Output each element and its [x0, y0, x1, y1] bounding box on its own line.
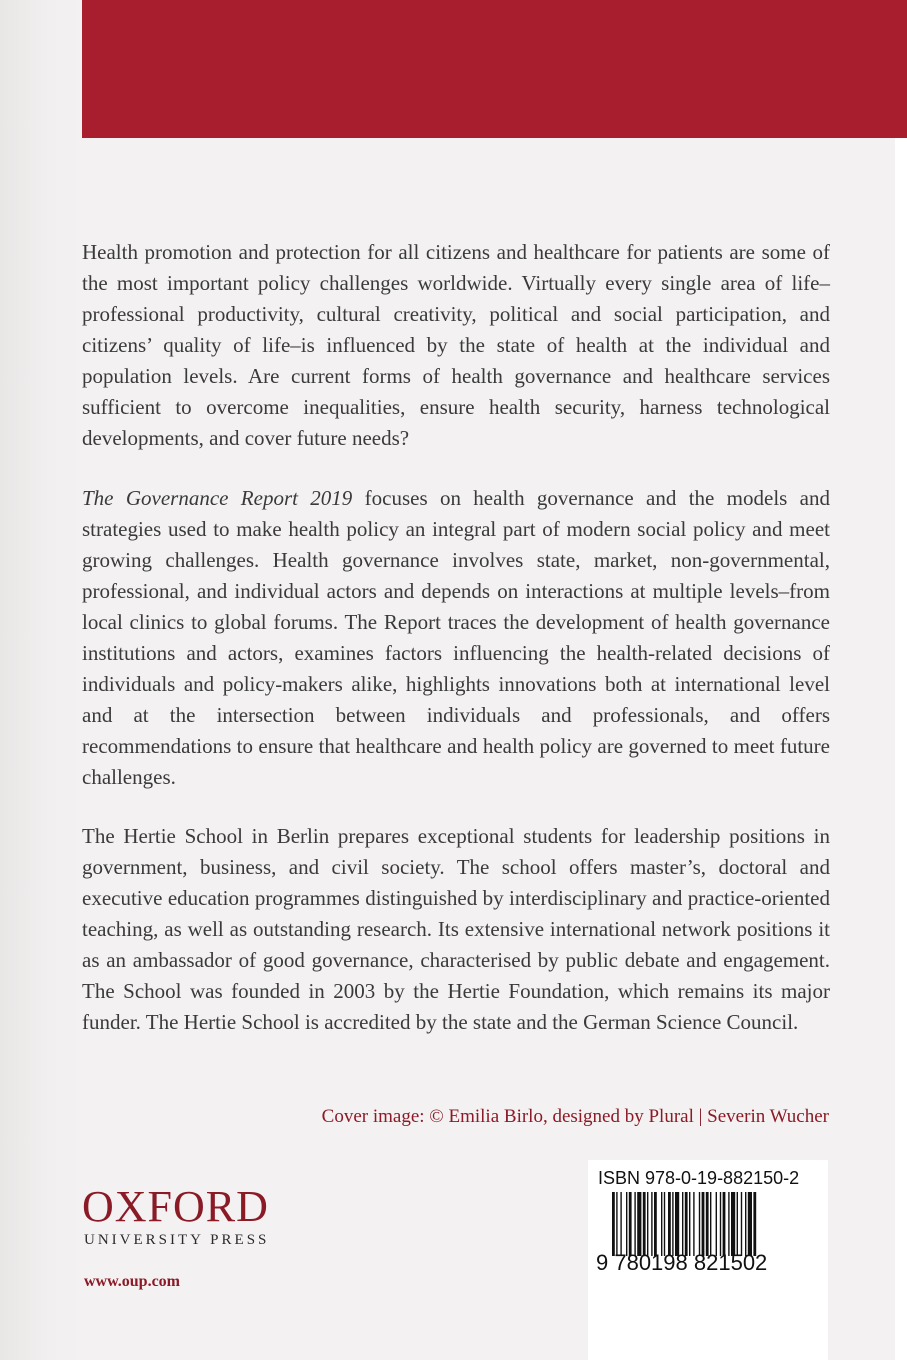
- barcode-bar: [661, 1192, 662, 1256]
- barcode-bar: [716, 1192, 717, 1256]
- publisher-website[interactable]: www.oup.com: [84, 1273, 181, 1290]
- publisher-logo: OXFORD: [82, 1182, 269, 1231]
- barcode-bar: [672, 1192, 673, 1256]
- barcode-bar: [745, 1192, 746, 1256]
- barcode-bar: [634, 1192, 635, 1256]
- description-paragraph-1: Health promotion and protection for all citizens and healthcare for patients are some of the most important policy challenges worldwide. Virtually every single area of life–professional productivity, cultural creativity, political and social participation, and citizens’ quality of life–is influenced by the state of health at the individual and population levels. Are current forms of health governance and healthcare services sufficient to overcome inequalities, ensure health security, harness technological developments, and cover future needs?: [82, 240, 830, 450]
- barcode-bar: [737, 1192, 738, 1256]
- page-edge: [895, 0, 907, 1360]
- barcode-bar: [620, 1192, 621, 1256]
- description-paragraph-3: The Hertie School in Berlin prepares exceptional students for leadership positions in government, business, and civil society. The school offers master’s, doctoral and executive education programmes distinguished by interdisciplinary and practice-oriented teaching, as well as outstanding research. Its extensive international network positions it as an ambassador of good governance, characterised by public debate and engagement. The School was founded in 2003 by the Hertie Foundation, which remains its major funder. The Hertie School is accredited by the state and the German Science Council.: [82, 824, 830, 1034]
- barcode-bar: [741, 1192, 742, 1256]
- barcode-bar: [664, 1192, 665, 1256]
- barcode-bar: [723, 1192, 726, 1256]
- publisher-subtitle: UNIVERSITY PRESS: [84, 1232, 270, 1248]
- barcode-bar: [668, 1192, 671, 1256]
- barcode-bar: [616, 1192, 617, 1256]
- barcode-bar: [731, 1192, 735, 1256]
- barcode-bar: [720, 1192, 721, 1256]
- red-header-band: [82, 0, 907, 138]
- spine-shadow: [0, 0, 82, 1360]
- barcode-bar: [748, 1192, 752, 1256]
- barcode-bar: [728, 1192, 729, 1256]
- barcode-bar: [626, 1192, 627, 1256]
- isbn-label: ISBN 978-0-19-882150-2: [598, 1168, 800, 1188]
- barcode-bar: [693, 1192, 694, 1256]
- description-paragraph-2: [82, 483, 830, 793]
- barcode-bar: [637, 1192, 641, 1256]
- barcode-bar: [643, 1192, 646, 1256]
- barcode-bar: [710, 1192, 711, 1256]
- barcode-bar: [689, 1192, 690, 1256]
- barcode-bar: [675, 1192, 679, 1256]
- barcode-bar: [651, 1192, 652, 1256]
- barcode-icon: [612, 1192, 812, 1256]
- barcode-digits: 9 780198 821502: [596, 1250, 768, 1275]
- barcode-bar: [702, 1192, 705, 1256]
- barcode-bar: [685, 1192, 688, 1256]
- barcode-bar: [706, 1192, 709, 1256]
- barcode-bar: [612, 1192, 615, 1256]
- barcode-bar: [647, 1192, 648, 1256]
- barcode-bar: [654, 1192, 657, 1256]
- barcode-bar: [682, 1192, 683, 1256]
- barcode-bar: [699, 1192, 700, 1256]
- barcode-bar: [753, 1192, 756, 1256]
- report-title: The Governance Report 2019: [82, 486, 353, 510]
- paragraph-2-text: focuses on health governance and the models and strategies used to make health policy an integral part of modern social policy and meet growing challenges. Health governance involves state, market, non-governmental, professional, and individual actors and depends on interactions at multiple levels–from local clinics to global forums. The Report traces the development of health governance institutions and actors, examines factors influencing the health-related decisions of individuals and policy-makers alike, highlights innovations both at international level and at the intersection between individuals and professionals, and offers recommendations to ensure that healthcare and health policy are governed to meet future challenges.: [82, 486, 831, 789]
- barcode-bar: [629, 1192, 632, 1256]
- cover-image-credit: Cover image: © Emilia Birlo, designed by Plural | Severin Wucher: [321, 1106, 829, 1127]
